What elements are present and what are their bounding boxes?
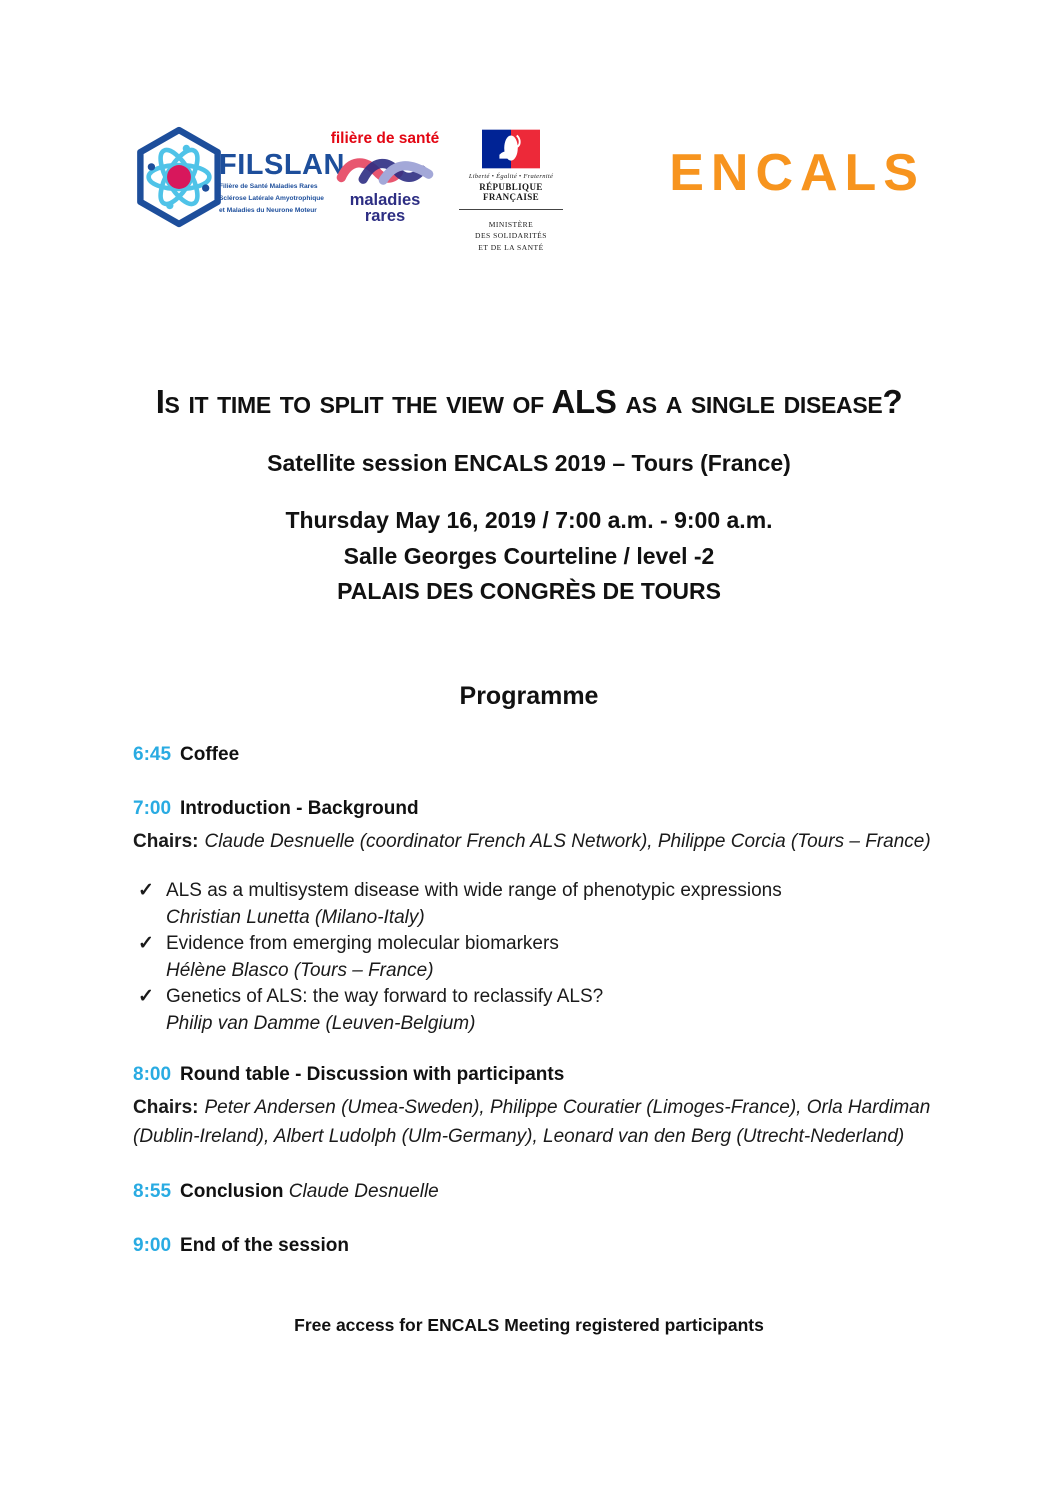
item-time: 9:00: [133, 1235, 172, 1256]
topic-item: [133, 984, 933, 1037]
round-table-chairs: [133, 1093, 933, 1151]
introduction-topics: [133, 878, 933, 1037]
programme-heading: Programme: [459, 682, 599, 710]
session-subtitle: Satellite session ENCALS 2019 – Tours (France): [267, 450, 791, 476]
filslan-text-block: [219, 125, 345, 216]
topic-item: [133, 931, 933, 984]
rf-name: RÉPUBLIQUE FRANÇAISE: [479, 182, 543, 202]
item-time: 7:00: [133, 798, 172, 819]
topic-speaker: Christian Lunetta (Milano-Italy): [166, 906, 425, 928]
rf-motto: Liberté • Égalité • Fraternité: [468, 173, 554, 180]
topic-text: Genetics of ALS: the way forward to reclassify ALS?: [166, 986, 604, 1007]
free-access-note: Free access for ENCALS Meeting registered participants: [294, 1315, 764, 1335]
chairs-names: Peter Andersen (Umea-Sweden), Philippe Couratier (Limoges-France), Orla Hardiman (Dublin-Ireland), Albert Ludolph (Ulm-Germany), Leonard van den Berg (Utrecht-Nederland): [133, 1097, 931, 1147]
filslan-tagline-3: et Maladies du Neurone Moteur: [219, 206, 317, 214]
filslan-wordmark: FILSLAN: [219, 149, 345, 181]
filiere-wave-icon: [333, 149, 437, 191]
filslan-atom-hexagon-icon: [133, 125, 225, 229]
schedule-item-round-table: [133, 1062, 933, 1088]
schedule-item-end: [133, 1233, 933, 1259]
filslan-logo: [133, 125, 345, 229]
item-title: Round table - Discussion with participants: [180, 1064, 565, 1085]
topic-item: [133, 878, 933, 931]
ministry-block: [459, 219, 563, 253]
item-time: 8:55: [133, 1181, 172, 1202]
venue-room-line: Salle Georges Courteline / level -2: [343, 542, 715, 569]
encals-logo: ENCALS: [669, 144, 925, 202]
republique-francaise-logo: [459, 125, 563, 253]
french-flag-marianne-icon: [482, 129, 540, 169]
topic-text: Evidence from emerging molecular biomarkers: [166, 933, 559, 954]
filslan-tagline-2: Sclérose Latérale Amyotrophique: [219, 194, 324, 202]
ministry-line-3: ET DE LA SANTÉ: [478, 242, 544, 252]
schedule-item-introduction: [133, 796, 933, 822]
document-title: Is it time to split the view of ALS as a single disease?: [155, 383, 903, 420]
chairs-label: Chairs:: [133, 1097, 199, 1118]
date-line: Thursday May 16, 2019 / 7:00 a.m. - 9:00 a.m.: [285, 507, 773, 533]
schedule-item-conclusion: [133, 1179, 933, 1205]
filiere-sante-maladies-rares-logo: [329, 125, 441, 225]
chairs-label: Chairs:: [133, 831, 199, 852]
item-time: 8:00: [133, 1064, 172, 1085]
ministry-line-2: DES SOLIDARITÉS: [475, 231, 547, 241]
item-title: End of the session: [180, 1235, 349, 1256]
chairs-names: Claude Desnuelle (coordinator French ALS Network), Philippe Corcia (Tours – France): [204, 831, 931, 852]
logo-row: [133, 125, 925, 252]
schedule-item-coffee: [133, 742, 933, 768]
maladies-rares-label: maladies rares: [349, 190, 421, 225]
topic-text: ALS as a multisystem disease with wide range of phenotypic expressions: [166, 880, 782, 901]
check-icon: ✓: [138, 986, 154, 1007]
venue-building-line: PALAIS DES CONGRÈS DE TOURS: [337, 578, 721, 604]
filiere-de-sante-label: filière de santé: [330, 130, 440, 147]
item-time: 6:45: [133, 744, 172, 765]
topic-body: [166, 931, 933, 984]
ministry-line-1: MINISTÈRE: [488, 220, 534, 229]
item-title: Conclusion: [180, 1181, 284, 1202]
programme-schedule: [133, 742, 933, 1259]
rf-divider: [459, 209, 563, 210]
topic-speaker: Philip van Damme (Leuven-Belgium): [166, 1012, 476, 1034]
date-venue-block: [0, 503, 1058, 610]
item-title: Coffee: [180, 744, 240, 765]
item-title: Introduction - Background: [180, 798, 419, 819]
topic-speaker: Hélène Blasco (Tours – France): [166, 959, 434, 981]
check-icon: ✓: [138, 933, 154, 954]
introduction-chairs: [133, 827, 933, 856]
check-icon: ✓: [138, 880, 154, 901]
topic-body: [166, 984, 933, 1037]
topic-body: [166, 878, 933, 931]
filslan-tagline-1: Filière de Santé Maladies Rares: [219, 183, 318, 190]
conclusion-speaker: Claude Desnuelle: [288, 1181, 439, 1202]
